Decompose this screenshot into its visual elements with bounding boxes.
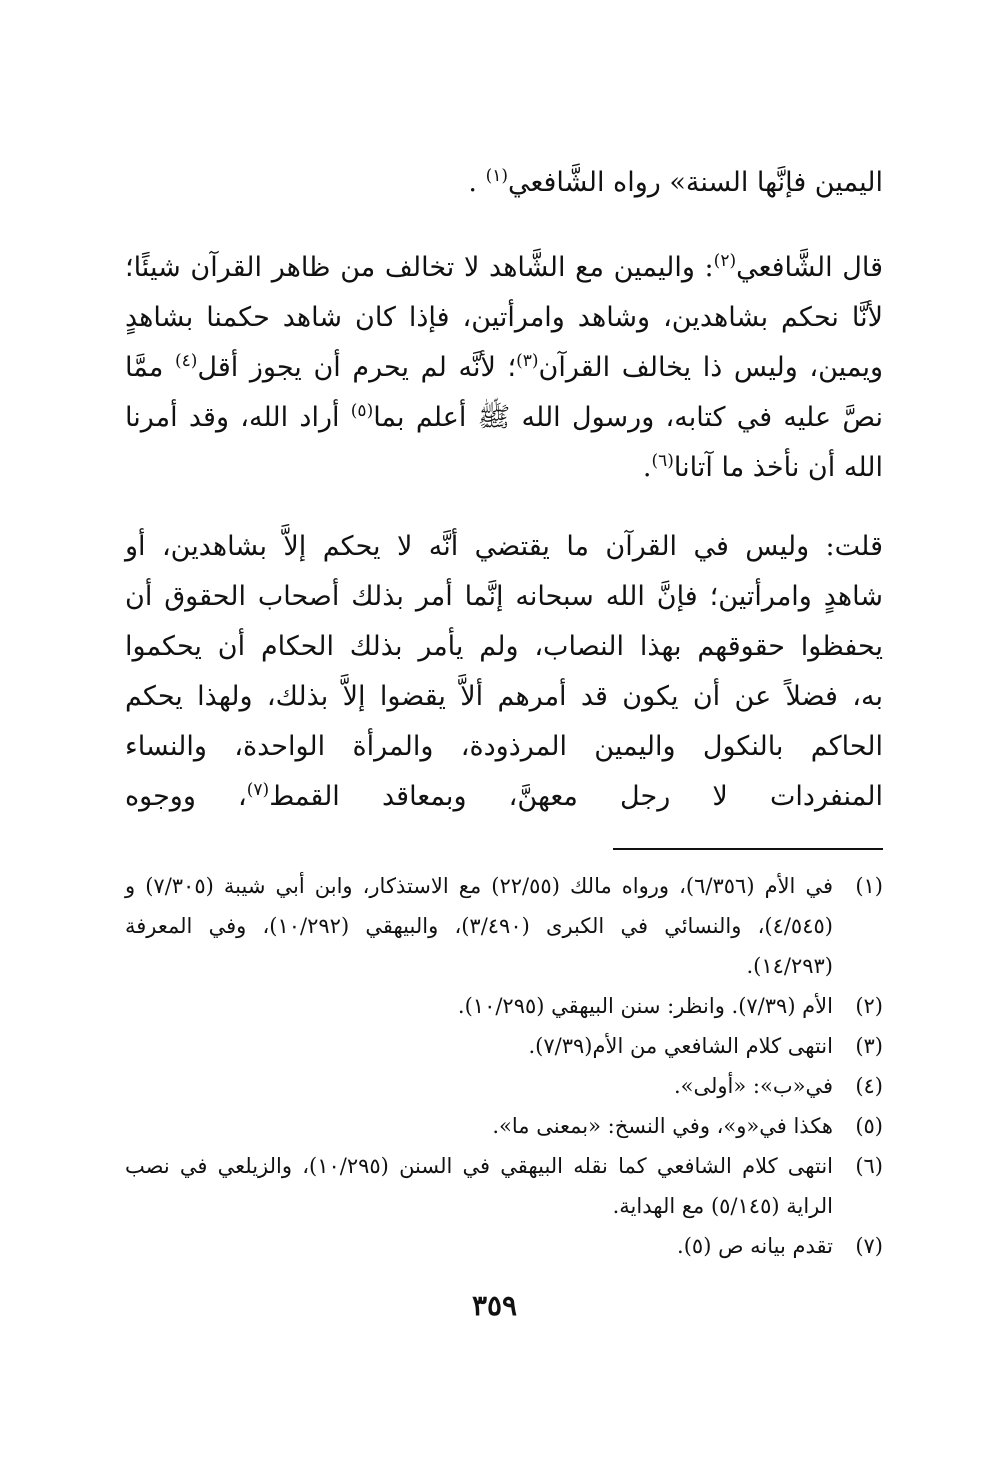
footnote-text: الأم (٧/٣٩). وانظر: سنن البيهقي (١٠/٢٩٥).	[457, 994, 833, 1018]
page-number: ٣٥٩	[471, 1289, 518, 1322]
qult-line-6	[125, 772, 883, 822]
intro-end: .	[468, 167, 486, 198]
footnote-ref-1[interactable]: (١)	[485, 166, 508, 186]
footnote-separator	[613, 848, 883, 850]
footnote-number: (٤)	[855, 1074, 883, 1098]
footnote-ref-5[interactable]: (٥)	[350, 401, 374, 421]
footnote-number: (٥)	[855, 1114, 883, 1138]
footnote-4	[125, 1066, 883, 1106]
shafii-end: .	[642, 452, 652, 483]
footnote-number: (١)	[855, 874, 883, 898]
footnote-ref-6[interactable]: (٦)	[651, 451, 674, 471]
footnote-ref-3[interactable]: (٣)	[516, 351, 539, 371]
footnote-text: تقدم بيانه ص (٥).	[677, 1234, 833, 1258]
footnote-6	[125, 1146, 883, 1226]
shafii-part-1: قال الشَّافعي	[736, 252, 883, 283]
shafii-part-3: ؛ لأنَّه لم يحرم أن يجوز أقل	[197, 352, 517, 383]
footnote-text: هكذا في«و»، وفي النسخ: «بمعنى ما».	[492, 1114, 833, 1138]
footnote-number: (٦)	[855, 1154, 883, 1178]
qult-line-6-end: ، ووجوه	[125, 781, 247, 812]
footnote-number: (٧)	[855, 1234, 883, 1258]
shafii-part-5: أراد الله، وقد أمرنا الله أن نأخذ ما آتانا	[125, 402, 883, 483]
qult-line-5: الحاكم بالنكول واليمين المرذودة، والمرأة الواحدة، والنساء	[125, 731, 883, 762]
paragraph-qult	[125, 522, 883, 822]
footnote-1	[125, 866, 883, 986]
qult-line-1: قلت: وليس في القرآن ما يقتضي أنَّه لا يحكم إلاَّ بشاهدين، أو	[125, 531, 883, 562]
footnote-number: (٢)	[855, 994, 883, 1018]
footnote-text: في الأم (٦/٣٥٦)، ورواه مالك (٢٢/٥٥) مع الاستذكار، وابن أبي شيبة (٧/٣٠٥) و (٤/٥٤٥)، والنسائي في الكبرى (٣/٤٩٠)، والبيهقي (١٠/٢٩٢)، وفي المعرفة (١٤/٢٩٣).	[125, 874, 834, 978]
footnote-text: انتهى كلام الشافعي من الأم(٧/٣٩).	[528, 1034, 833, 1058]
footnote-text: انتهى كلام الشافعي كما نقله البيهقي في السنن (١٠/٢٩٥)، والزيلعي في نصب الراية (٥/١٤٥) مع الهداية.	[125, 1154, 833, 1218]
footnote-number: (٣)	[855, 1034, 883, 1058]
footnote-3	[125, 1026, 883, 1066]
footnote-text: في«ب»: «أولى».	[673, 1074, 833, 1098]
footnote-ref-4[interactable]: (٤)	[174, 351, 198, 371]
footnotes-list	[125, 866, 883, 1266]
footnote-2	[125, 986, 883, 1026]
footnote-ref-7[interactable]: (٧)	[246, 780, 270, 800]
qult-line-2: شاهدٍ وامرأتين؛ فإنَّ الله سبحانه إنَّما أمر بذلك أصحاب الحقوق أن	[125, 581, 883, 612]
intro-text: اليمين فإنَّها السنة» رواه الشَّافعي	[508, 167, 883, 198]
footnote-ref-2[interactable]: (٢)	[713, 251, 737, 271]
shafii-part-2: : واليمين مع الشَّاهد لا تخالف من ظاهر القرآن شيئًا؛ لأنَّا نحكم بشاهدين، وشاهد وامرأتين، فإذا كان شاهد حكمنا بشاهدٍ ويمين، وليس ذا يخالف القرآن	[125, 252, 883, 383]
qult-line-6-start: المنفردات لا رجل معهنَّ، وبمعاقد القمط	[269, 781, 883, 812]
qult-line-3: يحفظوا حقوقهم بهذا النصاب، ولم يأمر بذلك الحكام أن يحكموا	[125, 631, 883, 662]
shafii-part-4: ممَّا نصَّ عليه في كتابه، ورسول الله ﷺ أعلم بما	[125, 352, 883, 433]
paragraph-shafii-quote	[125, 243, 883, 493]
footnote-5	[125, 1106, 883, 1146]
qult-line-4: به، فضلاً عن أن يكون قد أمرهم ألاَّ يقضوا إلاَّ بذلك، ولهذا يحكم	[125, 681, 883, 712]
footnote-7	[125, 1226, 883, 1266]
paragraph-intro	[125, 158, 883, 208]
